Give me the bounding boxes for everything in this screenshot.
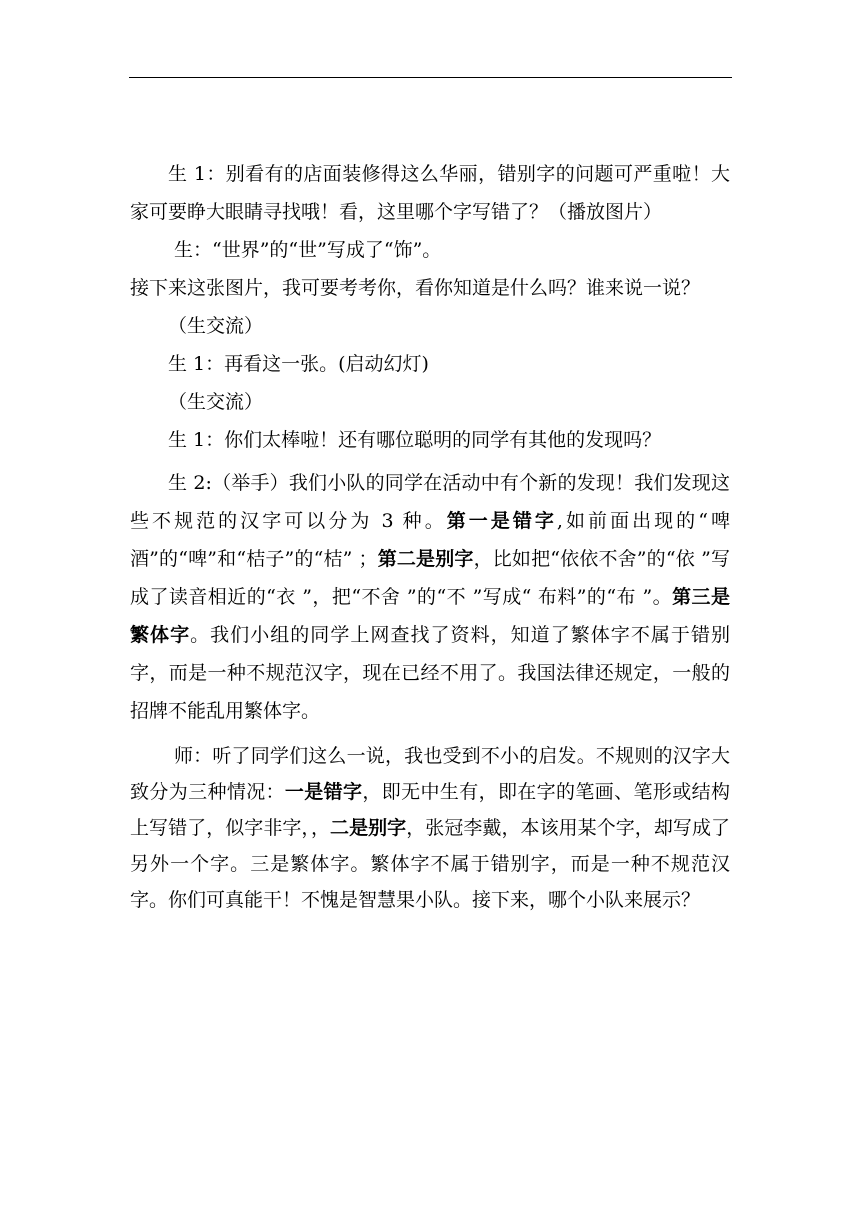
paragraph-discussion-1: （生交流） [168, 315, 264, 337]
paragraph-teacher-summary [130, 738, 730, 918]
bold-term-two: 二是别字 [330, 817, 407, 839]
paragraph-student1-next: 生 1：再看这一张。(启动幻灯) [168, 353, 429, 375]
text-run: 。我们小组的同学上网查找了资料，知道了繁体字不属于错别字，而是一种不规范汉字，现在已经不用了。我国法律还规定，一般的招牌不能乱用繁体字。 [130, 624, 730, 722]
paragraph-discussion-2: （生交流） [168, 391, 264, 413]
paragraph-student1-praise: 生 1：你们太棒啦！还有哪位聪明的同学有其他的发现吗？ [168, 429, 662, 451]
text-run: ，比如把“依依不舍”的“依 ”写成了读音相近的“衣 ”，把“不舍 ”的“不 ”写成“ 布料”的“布 ”。 [130, 548, 730, 608]
paragraph-next-picture: 接下来这张图片，我可要考考你，看你知道是什么吗？谁来说一说？ [130, 277, 701, 299]
paragraph-student-answer: 生：“世界”的“世”写成了“饰”。 [174, 239, 442, 261]
text-run: ,如前面出现的“啤酒”的“啤”和“桔子”的“桔” ； [130, 510, 730, 570]
bold-term-wrong-char: 第一是错字 [446, 510, 557, 532]
bold-term-traditional-char: 第三是繁体字 [130, 586, 730, 646]
text-run: ，张冠李戴，本该用某个字，却写成了另外一个字。三是繁体字。繁体字不属于错别字，而是一种不规范汉字。你们可真能干！不愧是智慧果小队。接下来，哪个小队来展示？ [130, 817, 730, 911]
header-rule [129, 77, 732, 78]
text-run: 师：听了同学们这么一说，我也受到不小的启发。不规则的汉字大致分为三种情况： [130, 745, 730, 803]
document-body [130, 155, 730, 918]
bold-term-misused-char: 第二是别字 [377, 548, 474, 570]
paragraph-student1-intro: 生 1：别看有的店面装修得这么华丽，错别字的问题可严重啦！大家可要睁大眼睛寻找哦！看，这里哪个字写错了？（播放图片） [130, 163, 730, 223]
text-run: 生 2:（举手）我们小队的同学在活动中有个新的发现！我们发现这些不规范的汉字可以分为 3 种。 [130, 472, 730, 532]
paragraph-student2-discovery [130, 464, 730, 730]
text-run: ，即无中生有，即在字的笔画、笔形或结构上写错了，似字非字，， [130, 781, 730, 839]
bold-term-one: 一是错字 [284, 781, 363, 803]
